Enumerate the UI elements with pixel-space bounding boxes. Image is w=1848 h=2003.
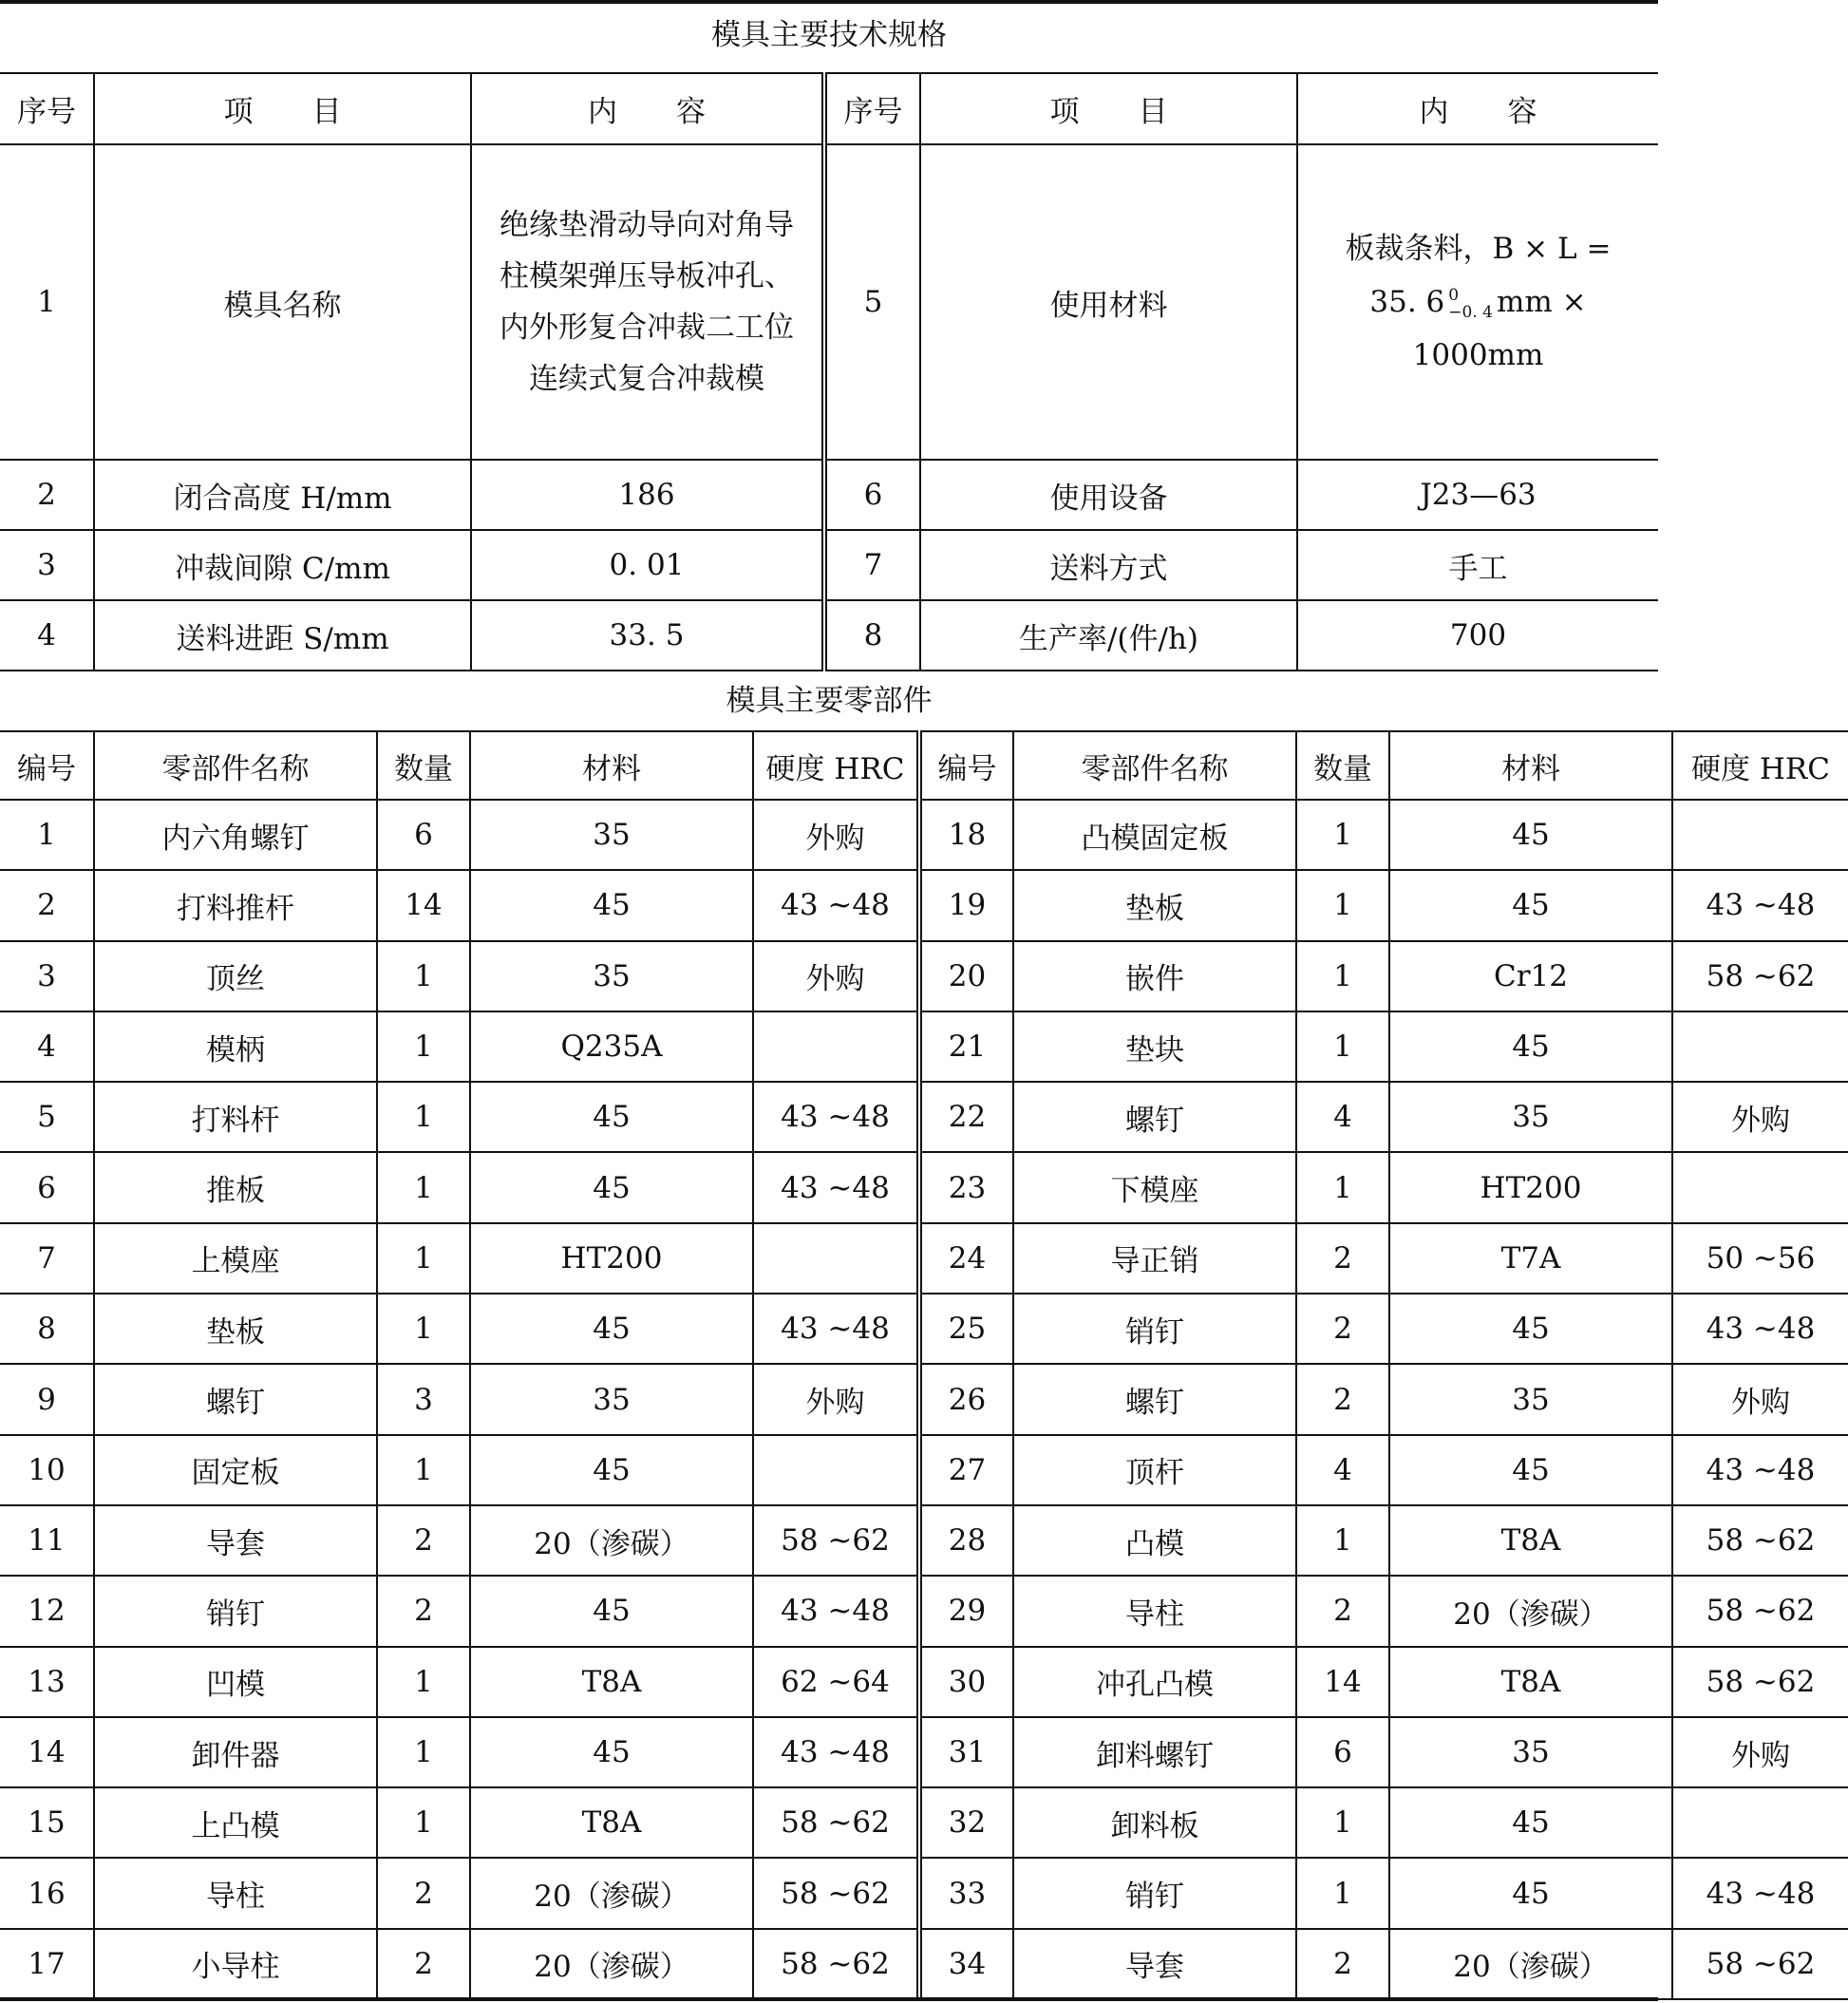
spec-no: 1 xyxy=(0,144,94,460)
spec-header-item-2: 项 目 xyxy=(920,73,1297,144)
part-hardness: 外购 xyxy=(753,800,919,870)
bottom-rule xyxy=(0,1997,1658,2001)
parts-row xyxy=(0,1647,1848,1717)
spec-no: 8 xyxy=(824,600,920,671)
part-no: 16 xyxy=(0,1858,94,1928)
part-material: 20（渗碳） xyxy=(1389,1576,1672,1646)
material-tolerance xyxy=(1448,287,1493,321)
part-material: Q235A xyxy=(470,1011,753,1082)
part-no: 18 xyxy=(919,800,1013,870)
part-name: 导套 xyxy=(1013,1929,1296,1999)
part-material: 20（渗碳） xyxy=(1389,1929,1672,1999)
parts-row xyxy=(0,1011,1848,1082)
part-material: 45 xyxy=(1389,1435,1672,1505)
part-name: 导套 xyxy=(94,1505,377,1576)
part-name: 垫板 xyxy=(1013,870,1296,940)
parts-row xyxy=(0,1576,1848,1646)
parts-row xyxy=(0,1858,1848,1928)
part-qty: 1 xyxy=(1296,1011,1389,1082)
part-name: 打料推杆 xyxy=(94,870,377,940)
part-hardness: 43 ~48 xyxy=(753,1717,919,1787)
part-name: 导正销 xyxy=(1013,1223,1296,1294)
part-hardness xyxy=(1672,1152,1848,1222)
part-no: 10 xyxy=(0,1435,94,1505)
part-hardness xyxy=(1672,800,1848,870)
part-qty: 2 xyxy=(1296,1294,1389,1364)
spec-item: 闭合高度 H/mm xyxy=(94,460,471,530)
part-no: 4 xyxy=(0,1011,94,1082)
part-qty: 2 xyxy=(377,1929,470,1999)
part-material: HT200 xyxy=(470,1223,753,1294)
part-name: 模柄 xyxy=(94,1011,377,1082)
parts-title: 模具主要零部件 xyxy=(726,684,933,718)
part-no: 23 xyxy=(919,1152,1013,1222)
parts-row xyxy=(0,1082,1848,1152)
part-material: 20（渗碳） xyxy=(470,1858,753,1928)
part-name: 凸模固定板 xyxy=(1013,800,1296,870)
part-material: 45 xyxy=(1389,1294,1672,1364)
part-material: 45 xyxy=(470,1435,753,1505)
parts-row xyxy=(0,800,1848,870)
part-no: 8 xyxy=(0,1294,94,1364)
part-no: 12 xyxy=(0,1576,94,1646)
part-material: 45 xyxy=(1389,1858,1672,1928)
spec-no: 5 xyxy=(824,144,920,460)
parts-body xyxy=(0,731,1848,1999)
spec-row xyxy=(0,460,1658,530)
part-hardness: 62 ~64 xyxy=(753,1647,919,1717)
part-material: 35 xyxy=(1389,1717,1672,1787)
part-qty: 1 xyxy=(1296,1858,1389,1928)
part-no: 15 xyxy=(0,1787,94,1858)
part-name: 垫块 xyxy=(1013,1011,1296,1082)
part-no: 21 xyxy=(919,1011,1013,1082)
parts-header-name-2: 零部件名称 xyxy=(1013,731,1296,800)
die-name: 绝缘垫滑动导向对角导柱模架弹压导板冲孔、内外形复合冲裁二工位连续式复合冲裁模 xyxy=(471,144,824,460)
part-qty: 4 xyxy=(1296,1082,1389,1152)
spec-no: 2 xyxy=(0,460,94,530)
part-qty: 1 xyxy=(377,1152,470,1222)
spec-header-content: 内 容 xyxy=(471,73,824,144)
part-qty: 1 xyxy=(1296,1505,1389,1576)
part-qty: 6 xyxy=(377,800,470,870)
part-hardness: 58 ~62 xyxy=(753,1505,919,1576)
tolerance-lower: −0. 4 xyxy=(1448,302,1493,322)
part-material: Cr12 xyxy=(1389,941,1672,1011)
part-material: HT200 xyxy=(1389,1152,1672,1222)
part-hardness xyxy=(753,1223,919,1294)
part-name: 垫板 xyxy=(94,1294,377,1364)
part-hardness: 50 ~56 xyxy=(1672,1223,1848,1294)
part-hardness: 43 ~48 xyxy=(1672,1294,1848,1364)
spec-no: 4 xyxy=(0,600,94,671)
part-hardness: 58 ~62 xyxy=(1672,1576,1848,1646)
part-material: T8A xyxy=(1389,1647,1672,1717)
part-qty: 1 xyxy=(377,1717,470,1787)
parts-row xyxy=(0,1435,1848,1505)
part-material: T7A xyxy=(1389,1223,1672,1294)
part-material: 35 xyxy=(470,941,753,1011)
parts-row xyxy=(0,1717,1848,1787)
part-qty: 2 xyxy=(377,1858,470,1928)
spec-header-content-2: 内 容 xyxy=(1297,73,1658,144)
part-qty: 1 xyxy=(1296,1787,1389,1858)
spec-item: 冲裁间隙 C/mm xyxy=(94,530,471,600)
part-qty: 2 xyxy=(377,1576,470,1646)
spec-content: 0. 01 xyxy=(471,530,824,600)
parts-header-qty-2: 数量 xyxy=(1296,731,1389,800)
part-no: 7 xyxy=(0,1223,94,1294)
spec-content: 33. 5 xyxy=(471,600,824,671)
parts-header-material-2: 材料 xyxy=(1389,731,1672,800)
tolerance-upper: 0 xyxy=(1448,285,1460,305)
spec-header-no: 序号 xyxy=(0,73,94,144)
part-no: 30 xyxy=(919,1647,1013,1717)
part-qty: 14 xyxy=(377,870,470,940)
part-hardness: 外购 xyxy=(753,1364,919,1434)
part-no: 31 xyxy=(919,1717,1013,1787)
part-name: 凹模 xyxy=(94,1647,377,1717)
parts-header-name: 零部件名称 xyxy=(94,731,377,800)
part-name: 冲孔凸模 xyxy=(1013,1647,1296,1717)
part-no: 13 xyxy=(0,1647,94,1717)
part-qty: 1 xyxy=(377,1011,470,1082)
parts-row xyxy=(0,870,1848,940)
part-material: T8A xyxy=(1389,1505,1672,1576)
part-name: 嵌件 xyxy=(1013,941,1296,1011)
part-material: 45 xyxy=(1389,1011,1672,1082)
part-qty: 1 xyxy=(377,941,470,1011)
part-no: 32 xyxy=(919,1787,1013,1858)
part-hardness: 43 ~48 xyxy=(753,1294,919,1364)
part-no: 27 xyxy=(919,1435,1013,1505)
part-no: 22 xyxy=(919,1082,1013,1152)
part-material: 35 xyxy=(470,800,753,870)
part-material: 45 xyxy=(470,1082,753,1152)
part-name: 销钉 xyxy=(1013,1294,1296,1364)
parts-row xyxy=(0,1505,1848,1576)
parts-row xyxy=(0,1787,1848,1858)
part-qty: 2 xyxy=(1296,1364,1389,1434)
part-name: 导柱 xyxy=(94,1858,377,1928)
part-qty: 1 xyxy=(377,1082,470,1152)
part-hardness: 43 ~48 xyxy=(753,1082,919,1152)
part-material: 45 xyxy=(1389,800,1672,870)
part-qty: 1 xyxy=(377,1647,470,1717)
part-no: 17 xyxy=(0,1929,94,1999)
part-qty: 1 xyxy=(377,1223,470,1294)
parts-table xyxy=(0,730,1848,2000)
part-no: 28 xyxy=(919,1505,1013,1576)
part-no: 11 xyxy=(0,1505,94,1576)
parts-row xyxy=(0,1294,1848,1364)
parts-header-material: 材料 xyxy=(470,731,753,800)
spec-title: 模具主要技术规格 xyxy=(711,18,947,52)
part-name: 顶杆 xyxy=(1013,1435,1296,1505)
part-no: 3 xyxy=(0,941,94,1011)
part-name: 上凸模 xyxy=(94,1787,377,1858)
part-hardness: 43 ~48 xyxy=(1672,870,1848,940)
part-hardness xyxy=(1672,1011,1848,1082)
part-qty: 2 xyxy=(1296,1576,1389,1646)
parts-row xyxy=(0,941,1848,1011)
material-spec-line1: 板裁条料，B × L = xyxy=(1345,232,1612,266)
spec-item: 模具名称 xyxy=(94,144,471,460)
spec-content: 186 xyxy=(471,460,824,530)
part-hardness: 43 ~48 xyxy=(1672,1858,1848,1928)
part-qty: 6 xyxy=(1296,1717,1389,1787)
part-hardness: 43 ~48 xyxy=(753,1152,919,1222)
part-material: 45 xyxy=(470,1294,753,1364)
spec-table xyxy=(0,72,1658,671)
part-qty: 1 xyxy=(1296,1152,1389,1222)
spec-item: 使用材料 xyxy=(920,144,1297,460)
spec-item: 使用设备 xyxy=(920,460,1297,530)
part-hardness: 外购 xyxy=(753,941,919,1011)
part-material: 20（渗碳） xyxy=(470,1505,753,1576)
part-hardness: 58 ~62 xyxy=(753,1858,919,1928)
spec-no: 3 xyxy=(0,530,94,600)
spec-content: J23—63 xyxy=(1297,460,1658,530)
part-qty: 2 xyxy=(1296,1223,1389,1294)
spec-row xyxy=(0,144,1658,460)
part-name: 下模座 xyxy=(1013,1152,1296,1222)
part-name: 螺钉 xyxy=(94,1364,377,1434)
part-hardness: 43 ~48 xyxy=(753,870,919,940)
parts-row xyxy=(0,1223,1848,1294)
part-name: 小导柱 xyxy=(94,1929,377,1999)
part-no: 19 xyxy=(919,870,1013,940)
part-qty: 2 xyxy=(377,1505,470,1576)
parts-header-hardness-2: 硬度 HRC xyxy=(1672,731,1848,800)
spec-item: 送料方式 xyxy=(920,530,1297,600)
spec-row xyxy=(0,530,1658,600)
part-name: 销钉 xyxy=(94,1576,377,1646)
part-qty: 14 xyxy=(1296,1647,1389,1717)
spec-row xyxy=(0,600,1658,671)
part-name: 凸模 xyxy=(1013,1505,1296,1576)
part-name: 固定板 xyxy=(94,1435,377,1505)
part-hardness: 58 ~62 xyxy=(753,1929,919,1999)
part-no: 2 xyxy=(0,870,94,940)
spec-no: 6 xyxy=(824,460,920,530)
parts-header-hardness: 硬度 HRC xyxy=(753,731,919,800)
part-hardness: 58 ~62 xyxy=(1672,1505,1848,1576)
part-no: 29 xyxy=(919,1576,1013,1646)
material-length: mm × 1000mm xyxy=(1412,285,1587,372)
part-hardness: 43 ~48 xyxy=(1672,1435,1848,1505)
part-material: 45 xyxy=(470,870,753,940)
part-name: 卸料螺钉 xyxy=(1013,1717,1296,1787)
part-no: 5 xyxy=(0,1082,94,1152)
part-no: 34 xyxy=(919,1929,1013,1999)
spec-content: 手工 xyxy=(1297,530,1658,600)
spec-item: 生产率/(件/h) xyxy=(920,600,1297,671)
part-qty: 1 xyxy=(377,1294,470,1364)
part-name: 螺钉 xyxy=(1013,1082,1296,1152)
part-no: 1 xyxy=(0,800,94,870)
parts-row xyxy=(0,1929,1848,1999)
part-hardness xyxy=(753,1011,919,1082)
part-no: 9 xyxy=(0,1364,94,1434)
part-hardness: 58 ~62 xyxy=(1672,1647,1848,1717)
spec-header-item: 项 目 xyxy=(94,73,471,144)
top-rule xyxy=(0,0,1658,4)
part-material: 45 xyxy=(470,1717,753,1787)
spec-header-no-2: 序号 xyxy=(824,73,920,144)
part-material: 45 xyxy=(470,1152,753,1222)
part-hardness: 58 ~62 xyxy=(1672,1929,1848,1999)
spec-header-row xyxy=(0,73,1658,144)
part-material: 20（渗碳） xyxy=(470,1929,753,1999)
material-spec-line2 xyxy=(1302,275,1654,382)
part-material: 35 xyxy=(1389,1364,1672,1434)
part-hardness: 43 ~48 xyxy=(753,1576,919,1646)
part-name: 打料杆 xyxy=(94,1082,377,1152)
part-qty: 1 xyxy=(1296,800,1389,870)
spec-content: 700 xyxy=(1297,600,1658,671)
part-name: 螺钉 xyxy=(1013,1364,1296,1434)
part-qty: 1 xyxy=(377,1435,470,1505)
parts-row xyxy=(0,1152,1848,1222)
part-qty: 1 xyxy=(1296,870,1389,940)
parts-header-no: 编号 xyxy=(0,731,94,800)
part-name: 卸料板 xyxy=(1013,1787,1296,1858)
part-no: 20 xyxy=(919,941,1013,1011)
part-hardness xyxy=(1672,1787,1848,1858)
part-qty: 2 xyxy=(1296,1929,1389,1999)
part-no: 6 xyxy=(0,1152,94,1222)
part-hardness: 外购 xyxy=(1672,1717,1848,1787)
part-qty: 4 xyxy=(1296,1435,1389,1505)
parts-header-no-2: 编号 xyxy=(919,731,1013,800)
part-material: 35 xyxy=(1389,1082,1672,1152)
part-hardness: 外购 xyxy=(1672,1082,1848,1152)
spec-item: 送料进距 S/mm xyxy=(94,600,471,671)
part-no: 26 xyxy=(919,1364,1013,1434)
part-material: 35 xyxy=(470,1364,753,1434)
parts-header-qty: 数量 xyxy=(377,731,470,800)
part-qty: 1 xyxy=(377,1787,470,1858)
part-name: 导柱 xyxy=(1013,1576,1296,1646)
part-no: 24 xyxy=(919,1223,1013,1294)
parts-header-row xyxy=(0,731,1848,800)
part-no: 14 xyxy=(0,1717,94,1787)
part-no: 25 xyxy=(919,1294,1013,1364)
part-material: 45 xyxy=(1389,1787,1672,1858)
material-spec xyxy=(1297,144,1658,460)
part-name: 上模座 xyxy=(94,1223,377,1294)
part-material: T8A xyxy=(470,1787,753,1858)
part-hardness: 外购 xyxy=(1672,1364,1848,1434)
part-name: 顶丝 xyxy=(94,941,377,1011)
spec-no: 7 xyxy=(824,530,920,600)
part-qty: 1 xyxy=(1296,941,1389,1011)
part-qty: 3 xyxy=(377,1364,470,1434)
part-hardness: 58 ~62 xyxy=(1672,941,1848,1011)
part-name: 推板 xyxy=(94,1152,377,1222)
part-hardness: 58 ~62 xyxy=(753,1787,919,1858)
part-name: 卸件器 xyxy=(94,1717,377,1787)
parts-row xyxy=(0,1364,1848,1434)
part-material: 45 xyxy=(470,1576,753,1646)
part-name: 销钉 xyxy=(1013,1858,1296,1928)
part-material: 45 xyxy=(1389,870,1672,940)
part-name: 内六角螺钉 xyxy=(94,800,377,870)
part-no: 33 xyxy=(919,1858,1013,1928)
part-material: T8A xyxy=(470,1647,753,1717)
part-hardness xyxy=(753,1435,919,1505)
material-width: 35. 6 xyxy=(1369,285,1445,319)
